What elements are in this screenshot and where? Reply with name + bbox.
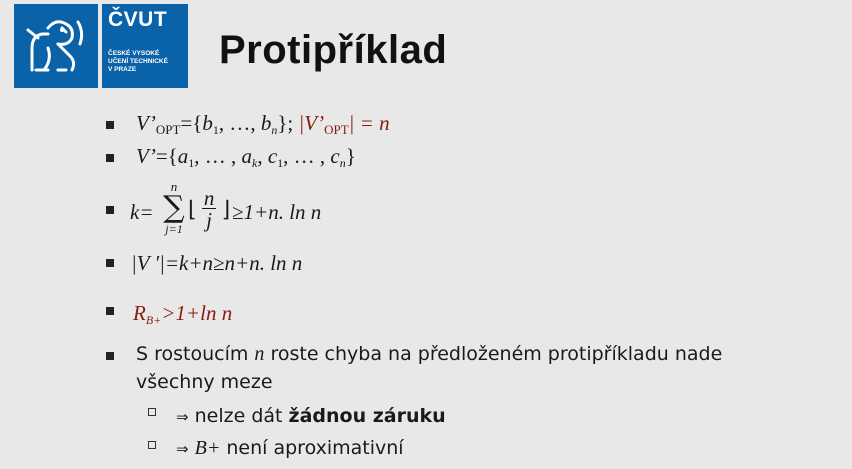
comma: , bbox=[257, 144, 268, 168]
bn-symbol: b bbox=[260, 111, 272, 135]
abs-subscript: OPT bbox=[324, 122, 349, 137]
fraction-numerator: n bbox=[203, 186, 215, 210]
a-subscript-1: 1 bbox=[188, 156, 195, 170]
bullet-6-line-1 bbox=[136, 343, 722, 366]
bullet-marker-3 bbox=[106, 206, 114, 214]
bullet-marker-1 bbox=[106, 121, 114, 129]
bullet-2-formula bbox=[136, 144, 356, 171]
c-symbol: c bbox=[267, 144, 278, 168]
bullet-6-part-2: roste chyba na předloženém protipříkladu nade bbox=[264, 343, 723, 365]
bullet-6-part-1: S rostoucím bbox=[136, 343, 255, 365]
lion-emblem-icon bbox=[14, 4, 98, 88]
dots: , …, bbox=[218, 111, 261, 135]
bullet-5-formula bbox=[133, 301, 232, 328]
sum-lower-limit: j=1 bbox=[165, 222, 183, 236]
v-prime: V’ bbox=[136, 144, 156, 168]
bullet-marker-6 bbox=[106, 352, 114, 360]
b-symbol: b bbox=[202, 111, 213, 135]
fraction bbox=[202, 188, 217, 231]
bullet-6-line-2: všechny meze bbox=[136, 371, 273, 393]
r-subscript: B+ bbox=[145, 313, 162, 327]
bullet-marker-5 bbox=[106, 307, 114, 315]
ak-symbol: a bbox=[241, 144, 253, 168]
b-plus: B+ bbox=[194, 437, 221, 459]
a-symbol: a bbox=[177, 144, 189, 168]
r-symbol: R bbox=[133, 301, 146, 325]
slide-title: Protipříklad bbox=[219, 28, 448, 72]
bullet-6-n: n bbox=[254, 343, 265, 365]
dots-2: , … , bbox=[283, 144, 331, 168]
logo-name: ČVUT bbox=[108, 8, 168, 31]
b-subscript-n: n bbox=[271, 123, 278, 137]
sub-bullet-marker-2 bbox=[148, 441, 156, 449]
floor-open: ⌊ bbox=[188, 196, 197, 222]
implies-arrow-icon: ⇒ bbox=[176, 408, 189, 426]
sum-sign: ∑ bbox=[163, 190, 185, 225]
bullet-marker-2 bbox=[106, 154, 114, 162]
b-subscript-1: 1 bbox=[212, 123, 219, 137]
logo-subtitle bbox=[108, 50, 168, 74]
abs-close: | = n bbox=[348, 111, 390, 135]
dots-1: , … , bbox=[194, 144, 242, 168]
sum-upper-limit: n bbox=[170, 179, 178, 194]
logo-line-1: ČESKÉ VYSOKÉ bbox=[108, 50, 160, 57]
cn-symbol: c bbox=[330, 144, 340, 168]
c-subscript-n: n bbox=[339, 156, 346, 170]
floor-fraction bbox=[188, 188, 230, 231]
abs-open: |V’ bbox=[298, 111, 325, 135]
v-opt: V’ bbox=[136, 111, 156, 135]
floor-close: ⌋ bbox=[221, 196, 231, 222]
logo-line-3: V PRAZE bbox=[108, 66, 137, 73]
logo-line-2: UČENÍ TECHNICKÉ bbox=[108, 58, 168, 65]
sum-rhs: ≥1+n. ln n bbox=[232, 200, 322, 224]
sub-bullet-1-text: nelze dát bbox=[188, 405, 289, 427]
bullet-1-formula bbox=[136, 111, 390, 138]
set-close: }; bbox=[277, 111, 294, 135]
sub-bullet-marker-1 bbox=[148, 408, 156, 416]
a-subscript-k: k bbox=[252, 156, 258, 170]
implies-arrow-icon: ⇒ bbox=[176, 440, 189, 458]
bullet-marker-4 bbox=[106, 259, 114, 267]
r-inequality: >1+ln n bbox=[161, 301, 233, 325]
opt-subscript: OPT bbox=[155, 122, 181, 137]
logo-wordmark bbox=[102, 4, 188, 88]
k-equals: k= bbox=[130, 200, 154, 224]
fraction-denominator: j bbox=[206, 208, 213, 232]
c-subscript-1: 1 bbox=[277, 156, 284, 170]
set-open: ={ bbox=[180, 111, 203, 135]
sub-bullet-1 bbox=[176, 405, 446, 427]
set-open: ={ bbox=[155, 144, 178, 168]
summation bbox=[162, 180, 186, 236]
bullet-4-formula: |V ′|=k+n≥n+n. ln n bbox=[131, 251, 303, 275]
sub-bullet-2 bbox=[176, 437, 404, 460]
cvut-logo bbox=[14, 4, 188, 88]
set-close: } bbox=[345, 144, 356, 168]
sub-bullet-1-bold: žádnou záruku bbox=[288, 405, 446, 427]
sub-bullet-2-text: není aproximativní bbox=[220, 437, 404, 459]
